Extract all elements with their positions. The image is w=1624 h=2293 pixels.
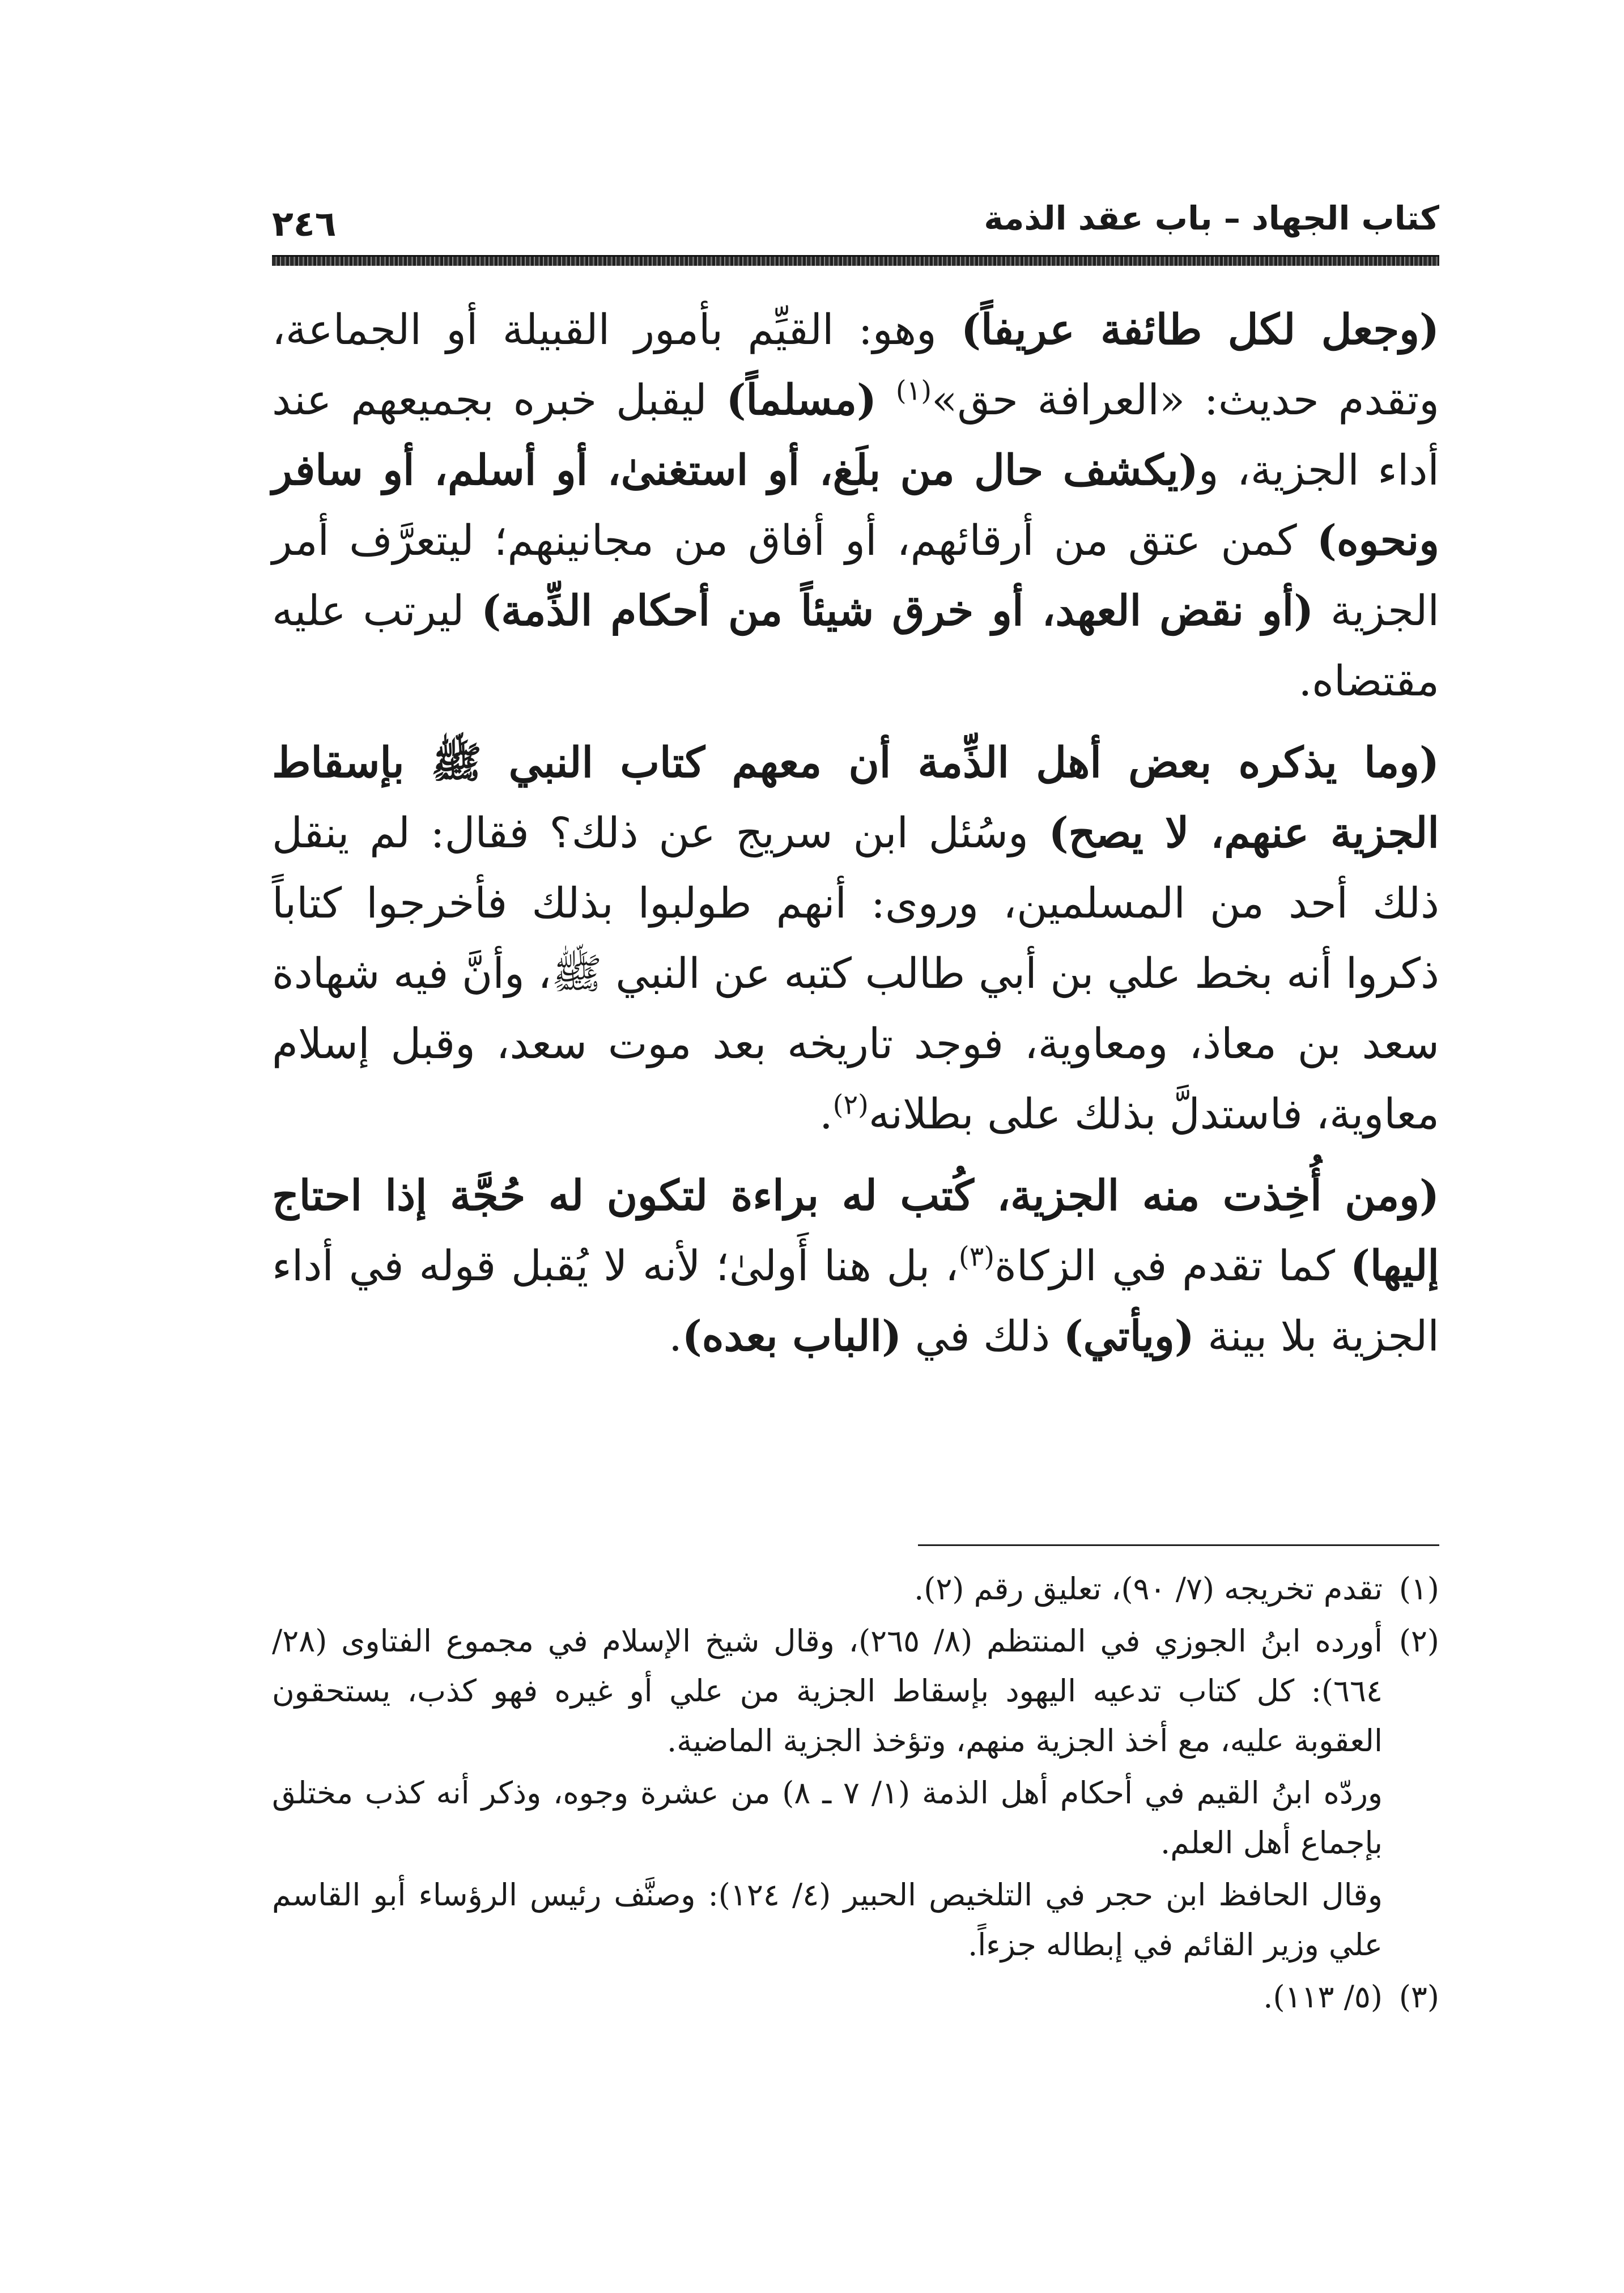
footnote-divider [918,1544,1439,1546]
matn-text: (ومن أُخِذت منه الجزية، كُتب له براءة لتكون له حُجَّة إذا احتاج إليها) [272,1171,1439,1290]
matn-text: (وجعل لكل طائفة عريفاً) [961,305,1439,354]
footnote-text: أورده ابنُ الجوزي في المنتظم (٨/ ٢٦٥)، وقال شيخ الإسلام في مجموع الفتاوى (٢٨/ ٦٦٤): كل كتاب تدعيه اليهود بإسقاط الجزية من علي أو غيره فهو كذب، يستحقون العقوبة عليه، مع أخذ الجزية منهم، وتؤخذ الجزية الماضية. [272,1623,1383,1759]
footnote-ref: (١) [895,375,932,407]
matn-text: (وما يذكره بعض أهل الذِّمة أن معهم كتاب النبي ﷺ بإسقاط الجزية عنهم، لا يصح) [272,738,1439,857]
footnote-1 [272,1564,1439,1614]
matn-text: (مسلماً) [726,376,877,424]
footnote-2 [272,1616,1439,1766]
page-header [272,181,1439,255]
sharh-text: وسُئل ابن سريج عن ذلك؟ فقال: لم ينقل ذلك أحد من المسلمين، وروى: أنهم طولبوا بذلك فأخرجوا كتاباً ذكروا أنه بخط علي بن أبي طالب كتبه عن النبي ﷺ، وأنَّ فيه شهادة سعد بن معاذ، ومعاوية، فوجد تاريخه بعد موت سعد، وقبل إسلام معاوية، فاستدلَّ بذلك على بطلانه [272,809,1439,1139]
footnote-number: (١) [1398,1571,1439,1607]
footnote-ref: (٢) [832,1089,869,1121]
sharh-text: وهو: القيِّم بأمور القبيلة أو الجماعة، وتقدم حديث: «العرافة حق» [272,305,1439,424]
matn-text: (يكشف حال من بلَغ، أو استغنىٰ، أو أسلم، أو سافر ونحوه) [272,446,1439,565]
footnote-text: (٥/ ١١٣). [1263,1979,1383,2015]
footnote-text: تقدم تخريجه (٧/ ٩٠)، تعليق رقم (٢). [914,1571,1383,1607]
paragraph-2 [272,728,1439,1149]
matn-text: (أو نقض العهد، أو خرق شيئاً من أحكام الذِّمة) [481,587,1314,635]
sharh-text: ليرتب عليه مقتضاه. [272,587,1439,706]
sharh-text: ليقبل خبره بجميعهم عند أداء الجزية، و [272,376,1439,495]
paragraph-3 [272,1161,1439,1371]
footnotes [272,1564,1439,2024]
sharh-text [877,376,896,424]
footnote-number: (٣) [1398,1979,1439,2015]
sharh-text: كما تقدم في الزكاة [994,1242,1350,1290]
page-number: ٢٤٦ [272,203,337,244]
paragraph-1 [272,295,1439,716]
main-text [272,295,1439,1383]
footnote-3 [272,1972,1439,2022]
running-title: كتاب الجهاد – باب عقد الذمة [984,199,1439,237]
sharh-text: ، بل هنا أَولىٰ؛ لأنه لا يُقبل قوله في أداء الجزية بلا بينة [272,1242,1439,1361]
matn-text: (الباب بعده) [682,1312,902,1361]
sharh-text: كمن عتق من أرقائهم، أو أفاق من مجانينهم؛ ليتعرَّف أمر الجزية [272,516,1440,635]
header-divider [272,255,1439,266]
matn-text: (ويأتي) [1063,1312,1194,1361]
sharh-text: ذلك في [902,1312,1064,1361]
footnote-ref: (٣) [958,1241,995,1273]
footnote-number: (٢) [1398,1623,1439,1659]
footnote-2-continuation: وقال الحافظ ابن حجر في التلخيص الحبير (٤/ ١٢٤): وصنَّف رئيس الرؤساء أبو القاسم علي وزير القائم في إبطاله جزءاً. [272,1877,1383,1963]
sharh-text: . [819,1090,833,1139]
footnote-2-continuation: وردّه ابنُ القيم في أحكام أهل الذمة (١/ ٧ ـ ٨) من عشرة وجوه، وذكر أنه كذب مختلق بإجماع أهل العلم. [272,1775,1383,1861]
sharh-text: . [669,1312,682,1361]
